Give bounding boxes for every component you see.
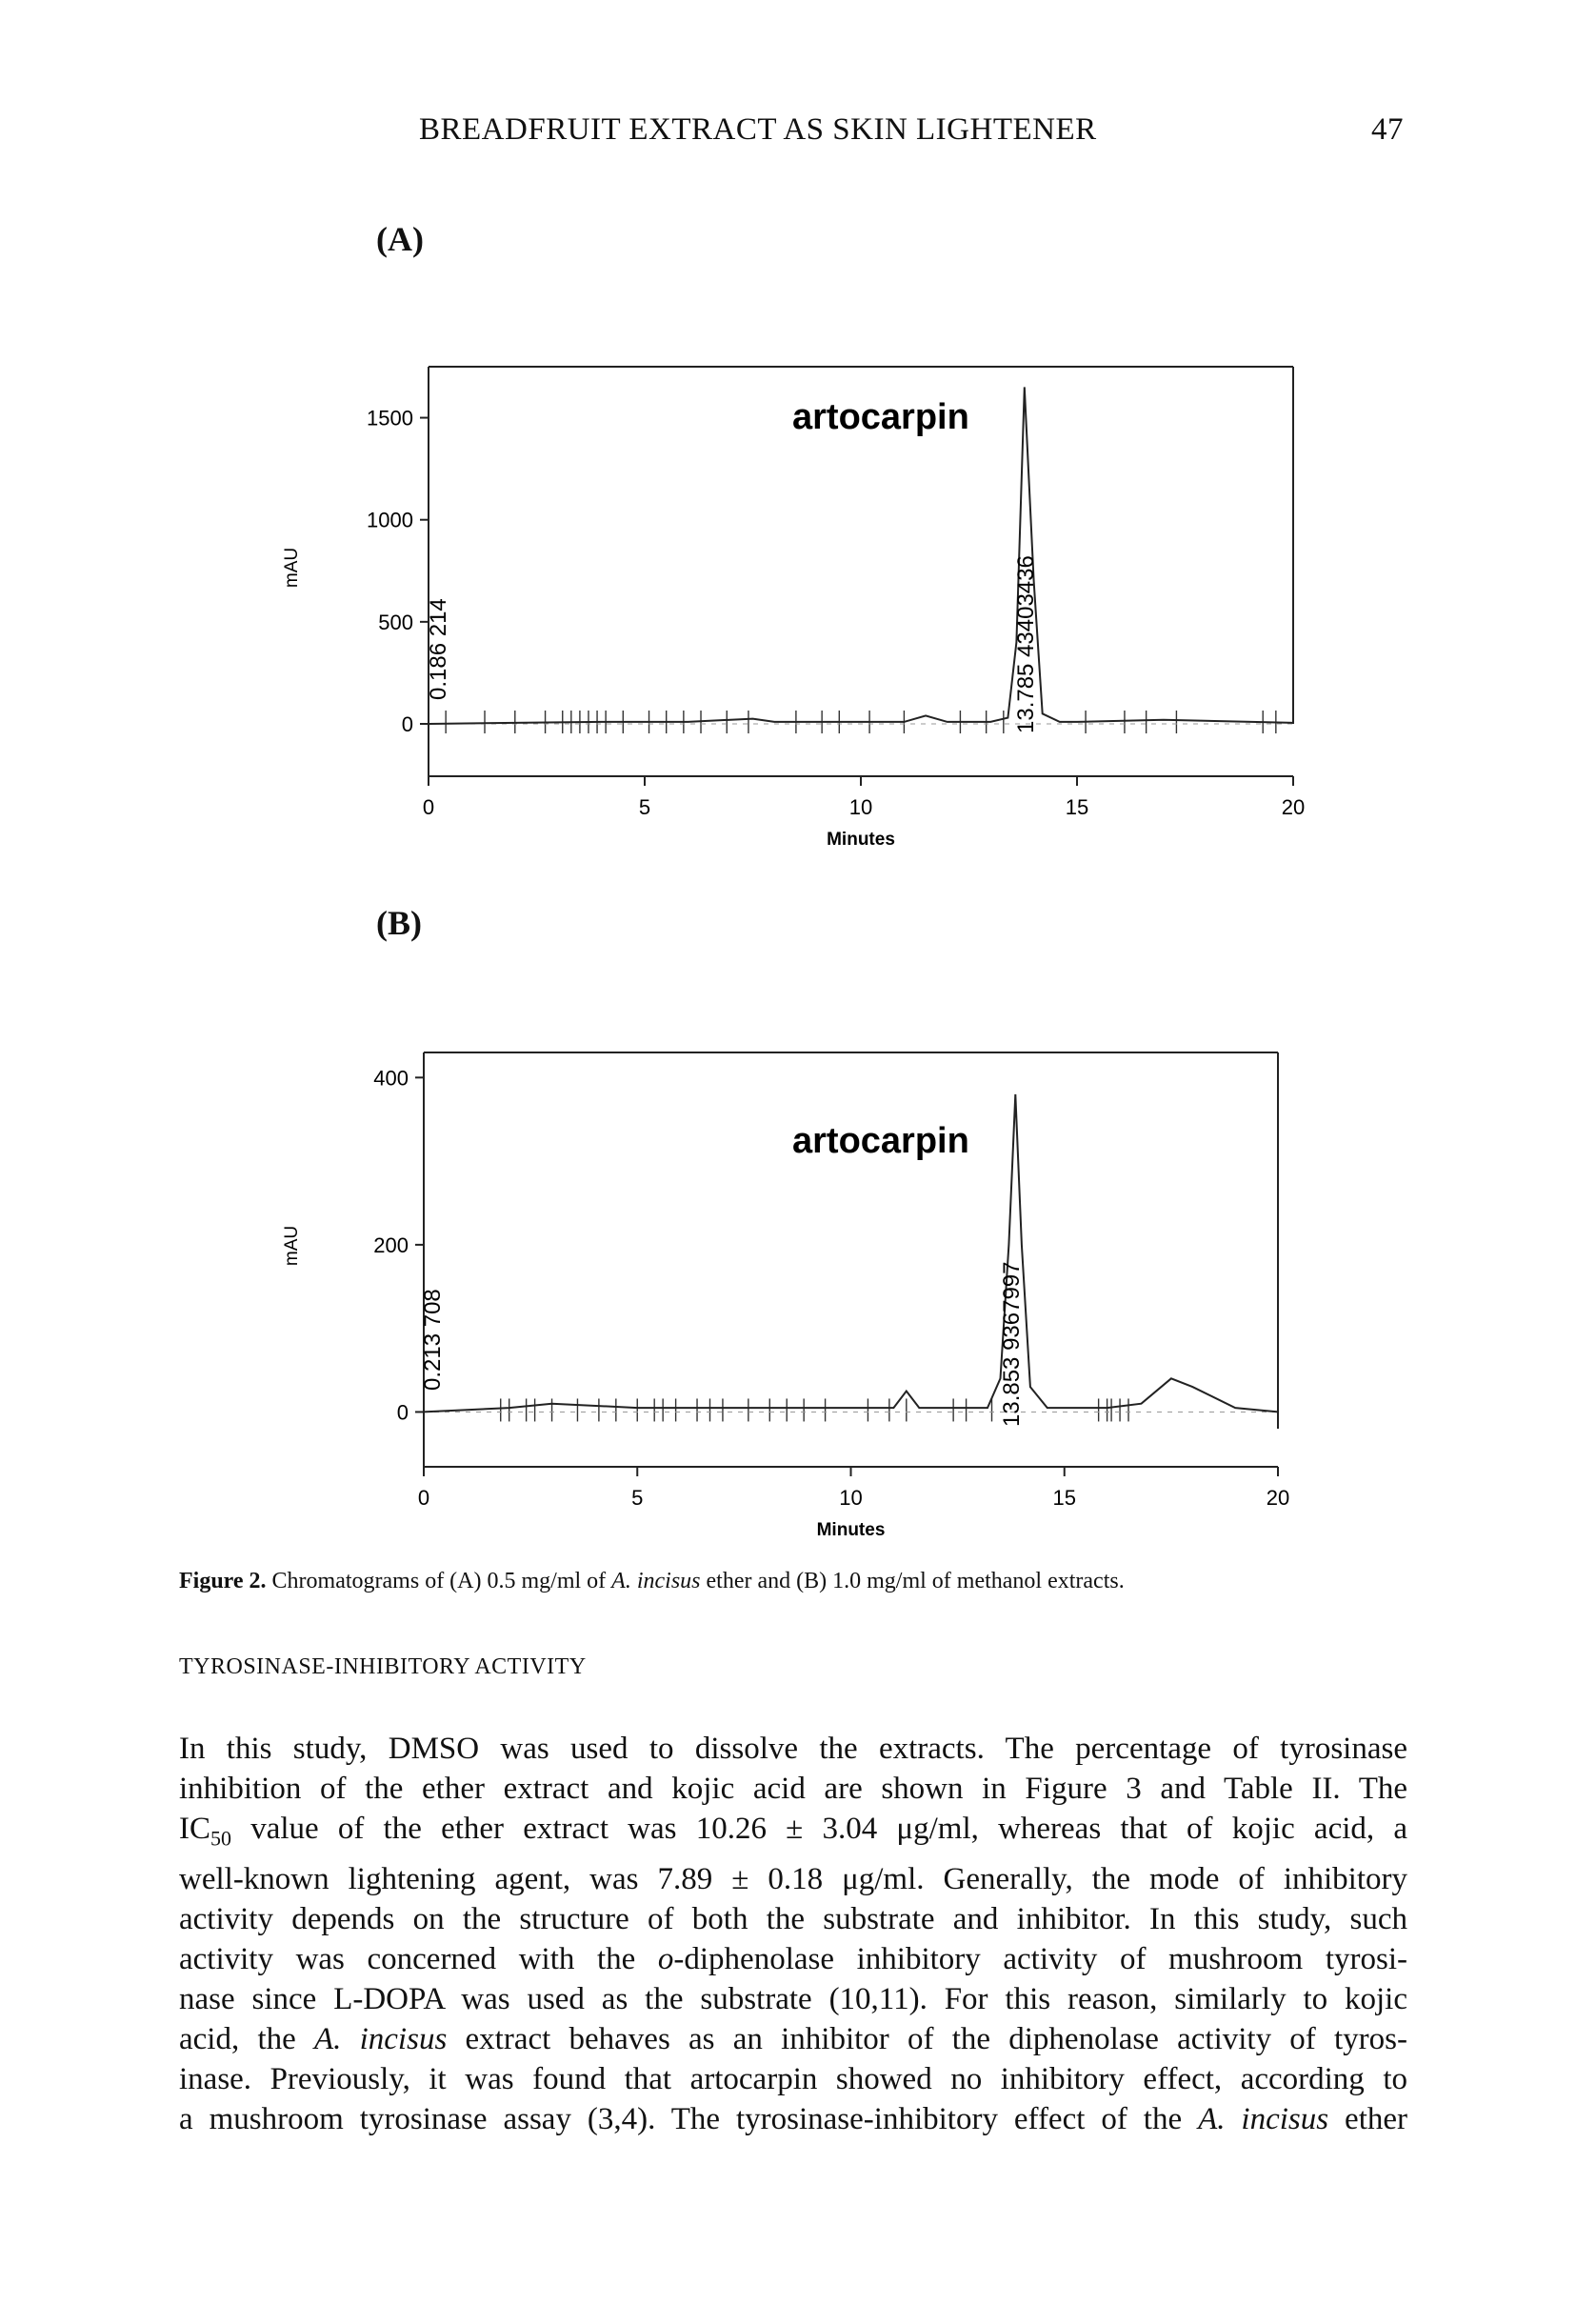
text-fragment: a mushroom tyrosinase assay (3,4). The tyrosinase-inhibitory effect of the bbox=[179, 2101, 1199, 2136]
peak-label-group bbox=[1013, 555, 1039, 733]
italic-term: A. incisus bbox=[313, 2021, 448, 2056]
text-fragment: extract behaves as an inhibitor of the diphenolase activity of tyros- bbox=[447, 2021, 1407, 2056]
ic-subscript: 50 bbox=[210, 1826, 231, 1851]
y-tick-label: 400 bbox=[373, 1066, 409, 1091]
x-axis-label: Minutes bbox=[816, 1520, 886, 1540]
panel-b-label: (B) bbox=[376, 904, 422, 942]
x-tick-label: 5 bbox=[638, 795, 651, 819]
text-line: inhibition of the ether extract and kojic acid are shown in Figure 3 and Table II. The bbox=[179, 1772, 1407, 1806]
text-line: nase since L-DOPA was used as the substrate (10,11). For this reason, similarly to kojic bbox=[179, 1981, 1407, 2016]
x-tick-label: 0 bbox=[417, 1486, 430, 1510]
peak-label: 0.213 708 bbox=[420, 1289, 446, 1391]
y-tick-label: 0 bbox=[396, 1400, 409, 1425]
x-tick-label: 15 bbox=[1065, 795, 1089, 819]
peak-label-group bbox=[999, 1261, 1025, 1427]
italic-term: A. incisus bbox=[1198, 2101, 1329, 2136]
x-axis-label: Minutes bbox=[827, 830, 895, 850]
panel-a-label: (A) bbox=[376, 220, 424, 258]
peak-label: 0.186 214 bbox=[426, 598, 451, 700]
y-axis-label: mAU bbox=[282, 547, 302, 589]
text-line: inase. Previously, it was found that artocarpin showed no inhibitory effect, according to bbox=[179, 2061, 1407, 2096]
chromatogram-a bbox=[0, 343, 1576, 876]
figure-caption bbox=[179, 1569, 1125, 1594]
page-number: 47 bbox=[1371, 112, 1404, 147]
text-fragment: acid, the bbox=[179, 2021, 314, 2056]
text-line: well-known lightening agent, was 7.89 ± 0.18 μg/ml. Generally, the mode of inhibitory bbox=[179, 1861, 1407, 1896]
section-heading: TYROSINASE-INHIBITORY ACTIVITY bbox=[179, 1654, 587, 1679]
caption-text-1: Chromatograms of (A) 0.5 mg/ml of bbox=[271, 1569, 607, 1593]
body-paragraph bbox=[179, 1729, 1407, 2139]
chromatogram-trace bbox=[429, 387, 1293, 724]
y-tick-label: 1500 bbox=[367, 406, 413, 431]
peak-annotation: artocarpin bbox=[792, 1121, 969, 1161]
text-line bbox=[179, 1809, 1407, 1859]
text-fragment: -diphenolase inhibitory activity of mushroom tyrosi- bbox=[673, 1941, 1407, 1976]
y-tick-label: 500 bbox=[378, 610, 413, 634]
y-tick-label: 200 bbox=[373, 1232, 409, 1257]
text-line: In this study, DMSO was used to dissolve the extracts. The percentage of tyrosinase bbox=[179, 1732, 1407, 1766]
y-tick-label: 0 bbox=[401, 712, 413, 736]
chromatogram-b bbox=[0, 1029, 1576, 1562]
text-fragment: value of the ether extract was 10.26 ± 3.04 μg/ml, whereas that of kojic acid, a bbox=[231, 1812, 1407, 1846]
caption-species: A. incisus bbox=[611, 1569, 701, 1593]
text-line bbox=[179, 2099, 1407, 2139]
ic-label: IC bbox=[179, 1812, 210, 1846]
text-fragment: ether bbox=[1328, 2101, 1407, 2136]
caption-text-2: ether and (B) 1.0 mg/ml of methanol extracts. bbox=[706, 1569, 1125, 1593]
text-line bbox=[179, 2019, 1407, 2059]
italic-term: o bbox=[657, 1941, 674, 1976]
x-tick-label: 15 bbox=[1052, 1486, 1076, 1510]
peak-annotation: artocarpin bbox=[792, 397, 969, 437]
caption-label: Figure 2. bbox=[179, 1569, 267, 1593]
x-tick-label: 0 bbox=[422, 795, 435, 819]
x-tick-label: 10 bbox=[848, 795, 873, 819]
peak-label: 13.853 9367997 bbox=[999, 1261, 1025, 1427]
peak-label-group bbox=[426, 598, 451, 700]
x-tick-label: 20 bbox=[1266, 1486, 1290, 1510]
x-tick-label: 20 bbox=[1281, 795, 1306, 819]
running-title: BREADFRUIT EXTRACT AS SKIN LIGHTENER bbox=[419, 112, 1097, 147]
x-tick-label: 10 bbox=[839, 1486, 863, 1510]
text-line: activity depends on the structure of both the substrate and inhibitor. In this study, such bbox=[179, 1901, 1407, 1936]
text-line bbox=[179, 1939, 1407, 1979]
x-tick-label: 5 bbox=[631, 1486, 644, 1510]
y-axis-label: mAU bbox=[282, 1225, 302, 1267]
y-tick-label: 1000 bbox=[367, 508, 413, 532]
text-fragment: activity was concerned with the bbox=[179, 1941, 658, 1976]
peak-label: 13.785 43403436 bbox=[1013, 555, 1039, 733]
peak-label-group bbox=[420, 1289, 446, 1391]
